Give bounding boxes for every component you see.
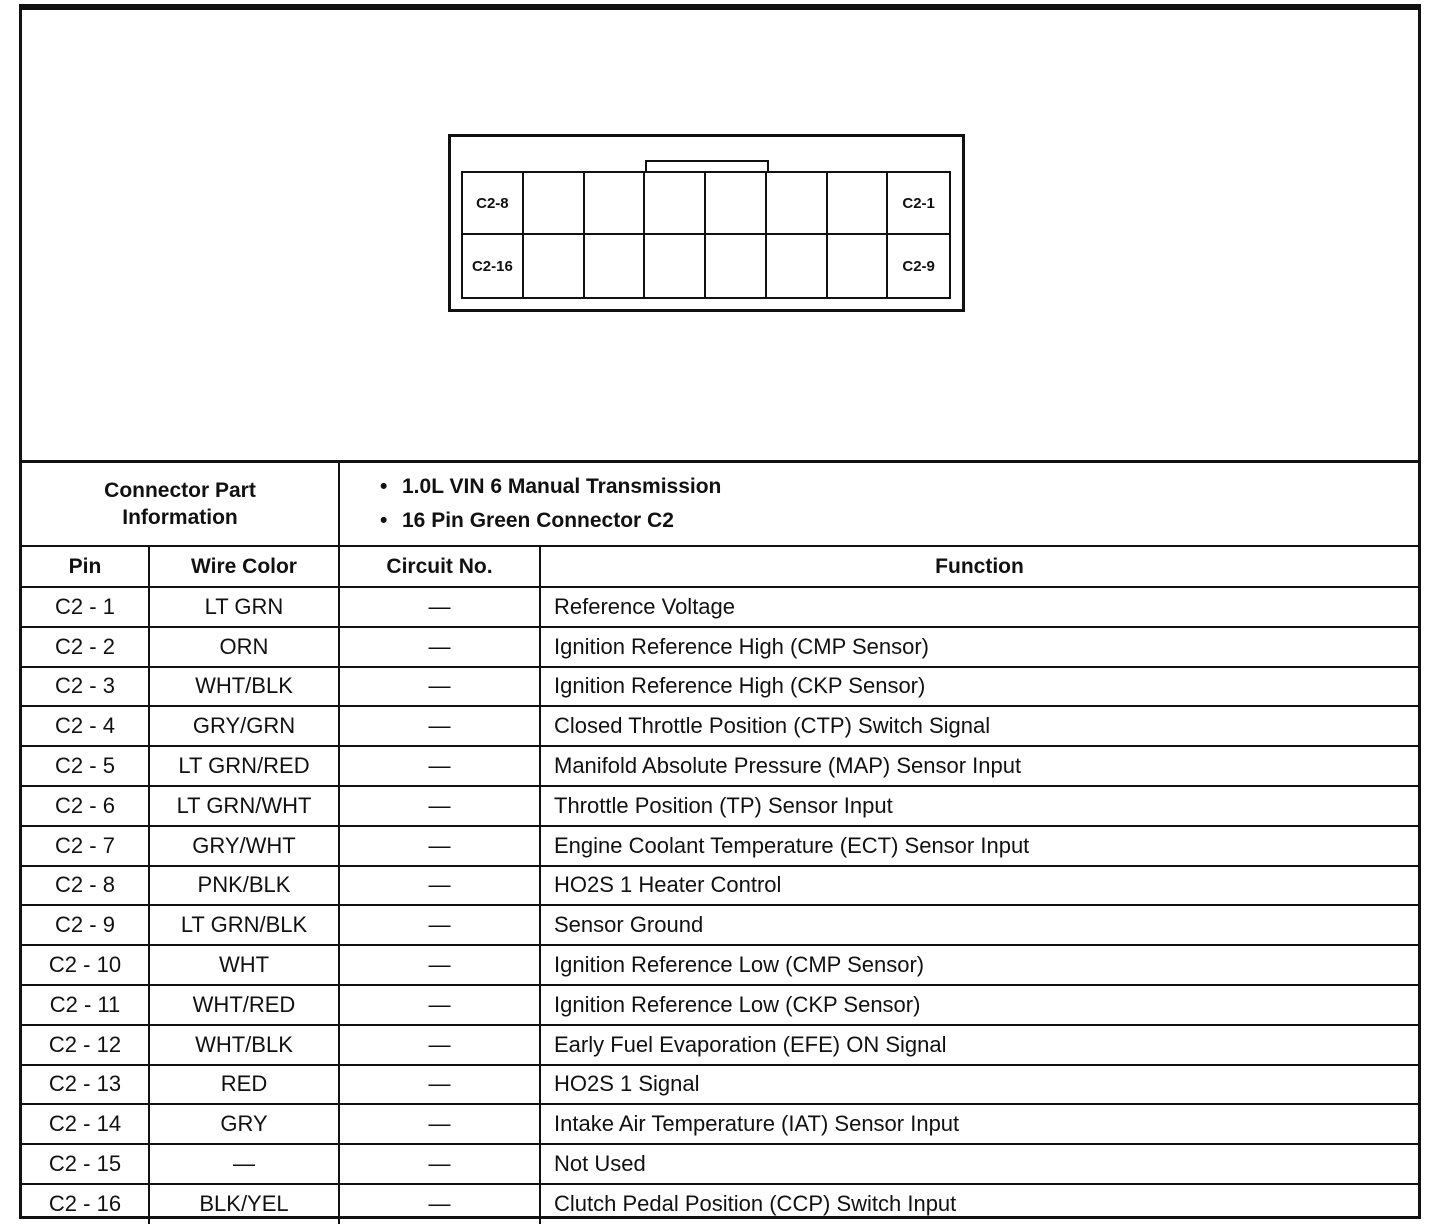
function-cell: Throttle Position (TP) Sensor Input (540, 786, 1418, 826)
cavity-c2-9-label: C2-9 (902, 257, 935, 275)
pin-cell: C2 - 6 (22, 786, 149, 826)
table-row (22, 905, 1418, 945)
wire-color-cell: PNK/BLK (149, 866, 339, 906)
header-function: Function (540, 546, 1418, 587)
wire-color-cell: — (149, 1144, 339, 1184)
pin-cell: C2 - 13 (22, 1065, 149, 1105)
cavity (645, 235, 706, 297)
table-row (22, 667, 1418, 707)
cavity (524, 235, 585, 297)
circuit-cell: — (339, 1025, 540, 1065)
table-row (22, 1144, 1418, 1184)
pin-cell: C2 - 5 (22, 746, 149, 786)
wire-color-cell: RED (149, 1065, 339, 1105)
function-cell: Ignition Reference Low (CMP Sensor) (540, 945, 1418, 985)
connector-part-info-text: Connector Part Information (104, 479, 256, 529)
function-cell: Closed Throttle Position (CTP) Switch Signal (540, 706, 1418, 746)
pin-cell: C2 - 11 (22, 985, 149, 1025)
info-item (380, 504, 1418, 538)
function-cell: HO2S 1 Heater Control (540, 866, 1418, 906)
cavity-c2-8-label: C2-8 (463, 173, 524, 235)
function-cell: Intake Air Temperature (IAT) Sensor Input (540, 1104, 1418, 1144)
pin-cell: C2 - 7 (22, 826, 149, 866)
bullet-icon: • (380, 509, 388, 532)
pin-cell: C2 - 14 (22, 1104, 149, 1144)
circuit-cell: — (339, 627, 540, 667)
info-item (380, 470, 1418, 504)
pin-cell: C2 - 2 (22, 627, 149, 667)
circuit-cell: — (339, 706, 540, 746)
function-cell: Engine Coolant Temperature (ECT) Sensor Input (540, 826, 1418, 866)
circuit-cell: — (339, 667, 540, 707)
wire-color-cell: LT GRN (149, 587, 339, 627)
function-cell: Ignition Reference Low (CKP Sensor) (540, 985, 1418, 1025)
header-wire-color: Wire Color (149, 546, 339, 587)
table-row (22, 1065, 1418, 1105)
table-row (22, 627, 1418, 667)
circuit-cell: — (339, 905, 540, 945)
wire-color-cell: BLK/YEL (149, 1184, 339, 1224)
circuit-cell: — (339, 866, 540, 906)
circuit-cell: — (339, 945, 540, 985)
info-item-text: 1.0L VIN 6 Manual Transmission (402, 475, 722, 498)
table-row (22, 945, 1418, 985)
cavity (706, 235, 767, 297)
table-row (22, 1025, 1418, 1065)
pin-cell: C2 - 8 (22, 866, 149, 906)
cavity (767, 173, 828, 235)
cavity (828, 235, 889, 297)
connector-info-list (339, 463, 1418, 546)
wire-color-cell: WHT/BLK (149, 1025, 339, 1065)
table-row (22, 1104, 1418, 1144)
table-row (22, 1184, 1418, 1224)
wire-color-cell: GRY/WHT (149, 826, 339, 866)
cavity (828, 173, 889, 235)
circuit-cell: — (339, 746, 540, 786)
cavity (645, 173, 706, 235)
function-cell: Clutch Pedal Position (CCP) Switch Input (540, 1184, 1418, 1224)
table-row (22, 826, 1418, 866)
function-cell: Ignition Reference High (CKP Sensor) (540, 667, 1418, 707)
function-cell: Not Used (540, 1144, 1418, 1184)
wire-color-cell: LT GRN/BLK (149, 905, 339, 945)
pin-cell: C2 - 10 (22, 945, 149, 985)
wire-color-cell: LT GRN/RED (149, 746, 339, 786)
function-cell: HO2S 1 Signal (540, 1065, 1418, 1105)
function-cell: Early Fuel Evaporation (EFE) ON Signal (540, 1025, 1418, 1065)
pin-cell: C2 - 1 (22, 587, 149, 627)
pin-cell: C2 - 16 (22, 1184, 149, 1224)
cavity (585, 173, 646, 235)
wire-color-cell: ORN (149, 627, 339, 667)
pinout-table (22, 463, 1418, 1224)
circuit-cell: — (339, 1104, 540, 1144)
wire-color-cell: WHT (149, 945, 339, 985)
bullet-icon: • (380, 475, 388, 498)
connector-cavity-grid (461, 171, 951, 299)
header-pin: Pin (22, 546, 149, 587)
function-cell: Reference Voltage (540, 587, 1418, 627)
table-header-row (22, 546, 1418, 587)
header-circuit-no: Circuit No. (339, 546, 540, 587)
function-cell: Sensor Ground (540, 905, 1418, 945)
cavity (706, 173, 767, 235)
pinout-table-area (22, 463, 1418, 1224)
wire-color-cell: LT GRN/WHT (149, 786, 339, 826)
connector-diagram-area (22, 10, 1418, 463)
table-row (22, 786, 1418, 826)
wire-color-cell: WHT/RED (149, 985, 339, 1025)
wire-color-cell: WHT/BLK (149, 667, 339, 707)
cavity-c2-1-label: C2-1 (888, 173, 949, 235)
info-item-text: 16 Pin Green Connector C2 (402, 509, 674, 532)
pin-cell: C2 - 12 (22, 1025, 149, 1065)
table-row (22, 706, 1418, 746)
pin-cell: C2 - 4 (22, 706, 149, 746)
circuit-cell: — (339, 985, 540, 1025)
connector-part-info-label (22, 463, 339, 546)
connector-info-row (22, 463, 1418, 546)
cavity (524, 173, 585, 235)
circuit-cell: — (339, 1065, 540, 1105)
connector-sheet (19, 7, 1421, 1219)
pin-cell: C2 - 3 (22, 667, 149, 707)
pin-cell: C2 - 9 (22, 905, 149, 945)
wire-color-cell: GRY (149, 1104, 339, 1144)
circuit-cell: — (339, 1184, 540, 1224)
cavity-c2-16-label: C2-16 (463, 235, 524, 297)
wire-color-cell: GRY/GRN (149, 706, 339, 746)
circuit-cell: — (339, 826, 540, 866)
function-cell: Manifold Absolute Pressure (MAP) Sensor Input (540, 746, 1418, 786)
circuit-cell: — (339, 1144, 540, 1184)
table-row (22, 985, 1418, 1025)
function-cell: Ignition Reference High (CMP Sensor) (540, 627, 1418, 667)
cavity (767, 235, 828, 297)
table-row (22, 746, 1418, 786)
circuit-cell: — (339, 786, 540, 826)
cavity (585, 235, 646, 297)
table-row (22, 866, 1418, 906)
circuit-cell: — (339, 587, 540, 627)
table-row (22, 587, 1418, 627)
pin-cell: C2 - 15 (22, 1144, 149, 1184)
